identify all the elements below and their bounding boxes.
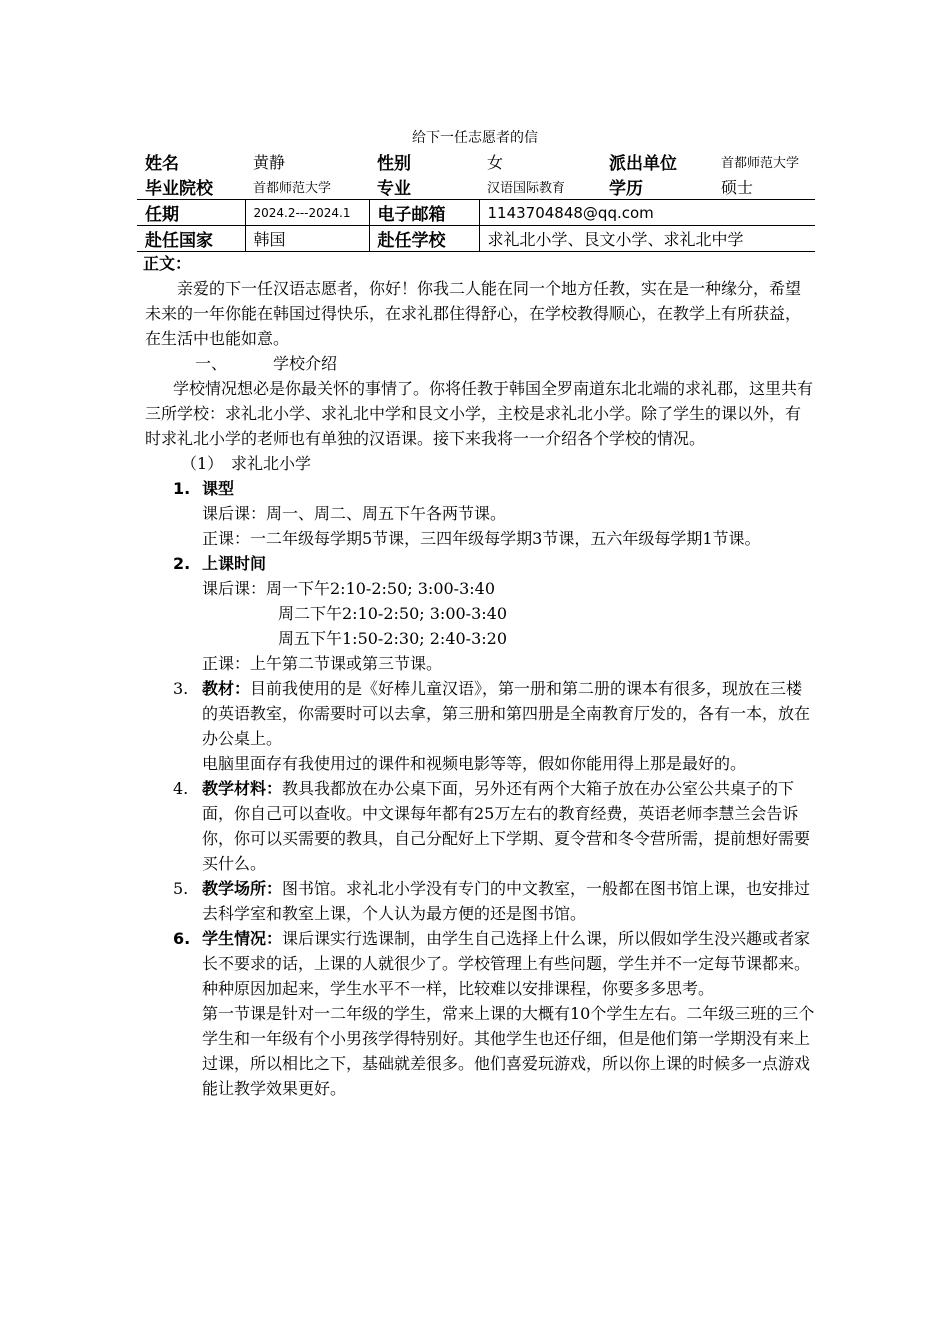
item-title: 课型 bbox=[202, 479, 235, 498]
item-text: 正课：上午第二节课或第三节课。 bbox=[202, 654, 443, 673]
info-row bbox=[137, 226, 815, 252]
item-title: 上课时间 bbox=[202, 554, 267, 573]
list-item bbox=[145, 776, 815, 876]
section-number: 一、 bbox=[195, 354, 228, 373]
list-item bbox=[145, 926, 815, 1001]
unit-value: 首都师范大学 bbox=[721, 156, 800, 171]
list-item bbox=[145, 476, 815, 501]
item-text: 教具我都放在办公桌下面，另外还有两个大箱子放在办公室公共桌子的下面，你自己可以查收。中文课每年都有25万左右的教育经费，英语老师李慧兰会告诉你，你可以买需要的教具，自己分配好上下学期、夏令营和冬令营所需，提前想好需要买什么。 bbox=[202, 779, 811, 873]
section-paragraph: 学校情况想必是你最关怀的事情了。你将任教于韩国全罗南道东北北端的求礼郡，这里共有三所学校：求礼北小学、求礼北中学和艮文小学，主校是求礼北小学。除了学生的课以外，有时求礼北小学的老师也有单独的汉语课。接下来我将一一介绍各个学校的情况。 bbox=[145, 379, 814, 448]
item-text: 目前我使用的是《好棒儿童汉语》，第一册和第二册的课本有很多，现放在三楼的英语教室，你需要时可以去拿，第三册和第四册是全南教育厅发的，各有一本，放在办公桌上。 bbox=[202, 679, 811, 748]
unit-label: 派出单位 bbox=[609, 154, 677, 174]
body-heading: 正文： bbox=[143, 254, 192, 273]
info-row bbox=[137, 200, 815, 226]
name-label: 姓名 bbox=[145, 154, 179, 174]
subsection-number: （1） bbox=[181, 454, 224, 473]
major-label: 专业 bbox=[377, 179, 411, 199]
item-text: 周五下午1:50-2:30; 2:40-3:20 bbox=[278, 629, 508, 648]
item-text: 课后课实行选课制，由学生自己选择上什么课，所以假如学生没兴趣或者家长不要求的话，上课的人就很少了。学校管理上有些问题，学生并不一定每节课都来。种种原因加起来，学生水平不一样，比较难以安排课程，你要多多思考。 bbox=[202, 929, 811, 998]
page-title: 给下一任志愿者的信 bbox=[412, 130, 538, 146]
list-item bbox=[145, 876, 815, 926]
item-number: 4. bbox=[173, 779, 189, 798]
major-value: 汉语国际教育 bbox=[487, 181, 566, 196]
post-value: 求礼北小学、艮文小学、求礼北中学 bbox=[479, 226, 815, 252]
info-row bbox=[137, 149, 815, 174]
item-text: 周二下午2:10-2:50; 3:00-3:40 bbox=[278, 604, 508, 623]
email-label: 电子邮箱 bbox=[369, 200, 479, 226]
item-text: 课后课：周一下午2:10-2:50; 3:00-3:40 bbox=[202, 579, 496, 598]
info-row bbox=[137, 174, 815, 200]
item-number: 5. bbox=[173, 879, 189, 898]
item-title: 教学场所： bbox=[202, 879, 283, 898]
country-label: 赴任国家 bbox=[137, 226, 245, 252]
section-title: 学校介绍 bbox=[273, 354, 338, 373]
item-title: 教材： bbox=[202, 679, 251, 698]
term-label: 任期 bbox=[137, 200, 245, 226]
section-heading bbox=[145, 351, 815, 376]
school-label: 毕业院校 bbox=[145, 179, 213, 199]
list-item bbox=[145, 676, 815, 751]
degree-value: 硕士 bbox=[721, 178, 754, 197]
list-item bbox=[145, 551, 815, 576]
email-value: 1143704848@qq.com bbox=[479, 200, 815, 226]
item-title: 学生情况： bbox=[202, 929, 283, 948]
name-value: 黄静 bbox=[253, 153, 286, 172]
item-number: 3. bbox=[173, 679, 189, 698]
item-number: 6. bbox=[173, 929, 191, 948]
item-text: 正课：一二年级每学期5节课，三四年级每学期3节课，五六年级每学期1节课。 bbox=[202, 529, 761, 548]
greeting-paragraph: 亲爱的下一任汉语志愿者，你好！你我二人能在同一个地方任教，实在是一种缘分，希望未来的一年你能在韩国过得快乐，在求礼郡住得舒心，在学校教得顺心，在教学上有所获益，在生活中也能如意。 bbox=[145, 279, 802, 348]
degree-label: 学历 bbox=[609, 179, 643, 199]
gender-label: 性别 bbox=[377, 154, 411, 174]
item-text: 图书馆。求礼北小学没有专门的中文教室，一般都在图书馆上课，也安排过去科学室和教室上课，个人认为最方便的还是图书馆。 bbox=[202, 879, 811, 923]
item-text: 电脑里面存有我使用过的课件和视频电影等等，假如你能用得上那是最好的。 bbox=[202, 754, 747, 773]
term-value: 2024.2---2024.1 bbox=[245, 200, 369, 226]
subsection-title: 求礼北小学 bbox=[231, 454, 312, 473]
item-text: 第一节课是针对一二年级的学生，常来上课的大概有10个学生左右。二年级三班的三个学生和一年级有个小男孩学得特别好。其他学生也还仔细，但是他们第一学期没有来上过课，所以相比之下，基础就差很多。他们喜爱玩游戏，所以你上课的时候多一点游戏能让教学效果更好。 bbox=[202, 1004, 815, 1098]
item-title: 教学材料： bbox=[202, 779, 283, 798]
item-text: 课后课：周一、周二、周五下午各两节课。 bbox=[202, 504, 507, 523]
gender-value: 女 bbox=[487, 153, 504, 172]
item-number: 1. bbox=[173, 479, 191, 498]
subsection-heading bbox=[145, 451, 815, 476]
country-value: 韩国 bbox=[245, 226, 369, 252]
school-value: 首都师范大学 bbox=[253, 181, 332, 196]
item-number: 2. bbox=[173, 554, 191, 573]
info-table bbox=[137, 149, 815, 252]
letter-body bbox=[145, 251, 815, 1101]
post-label: 赴任学校 bbox=[369, 226, 479, 252]
